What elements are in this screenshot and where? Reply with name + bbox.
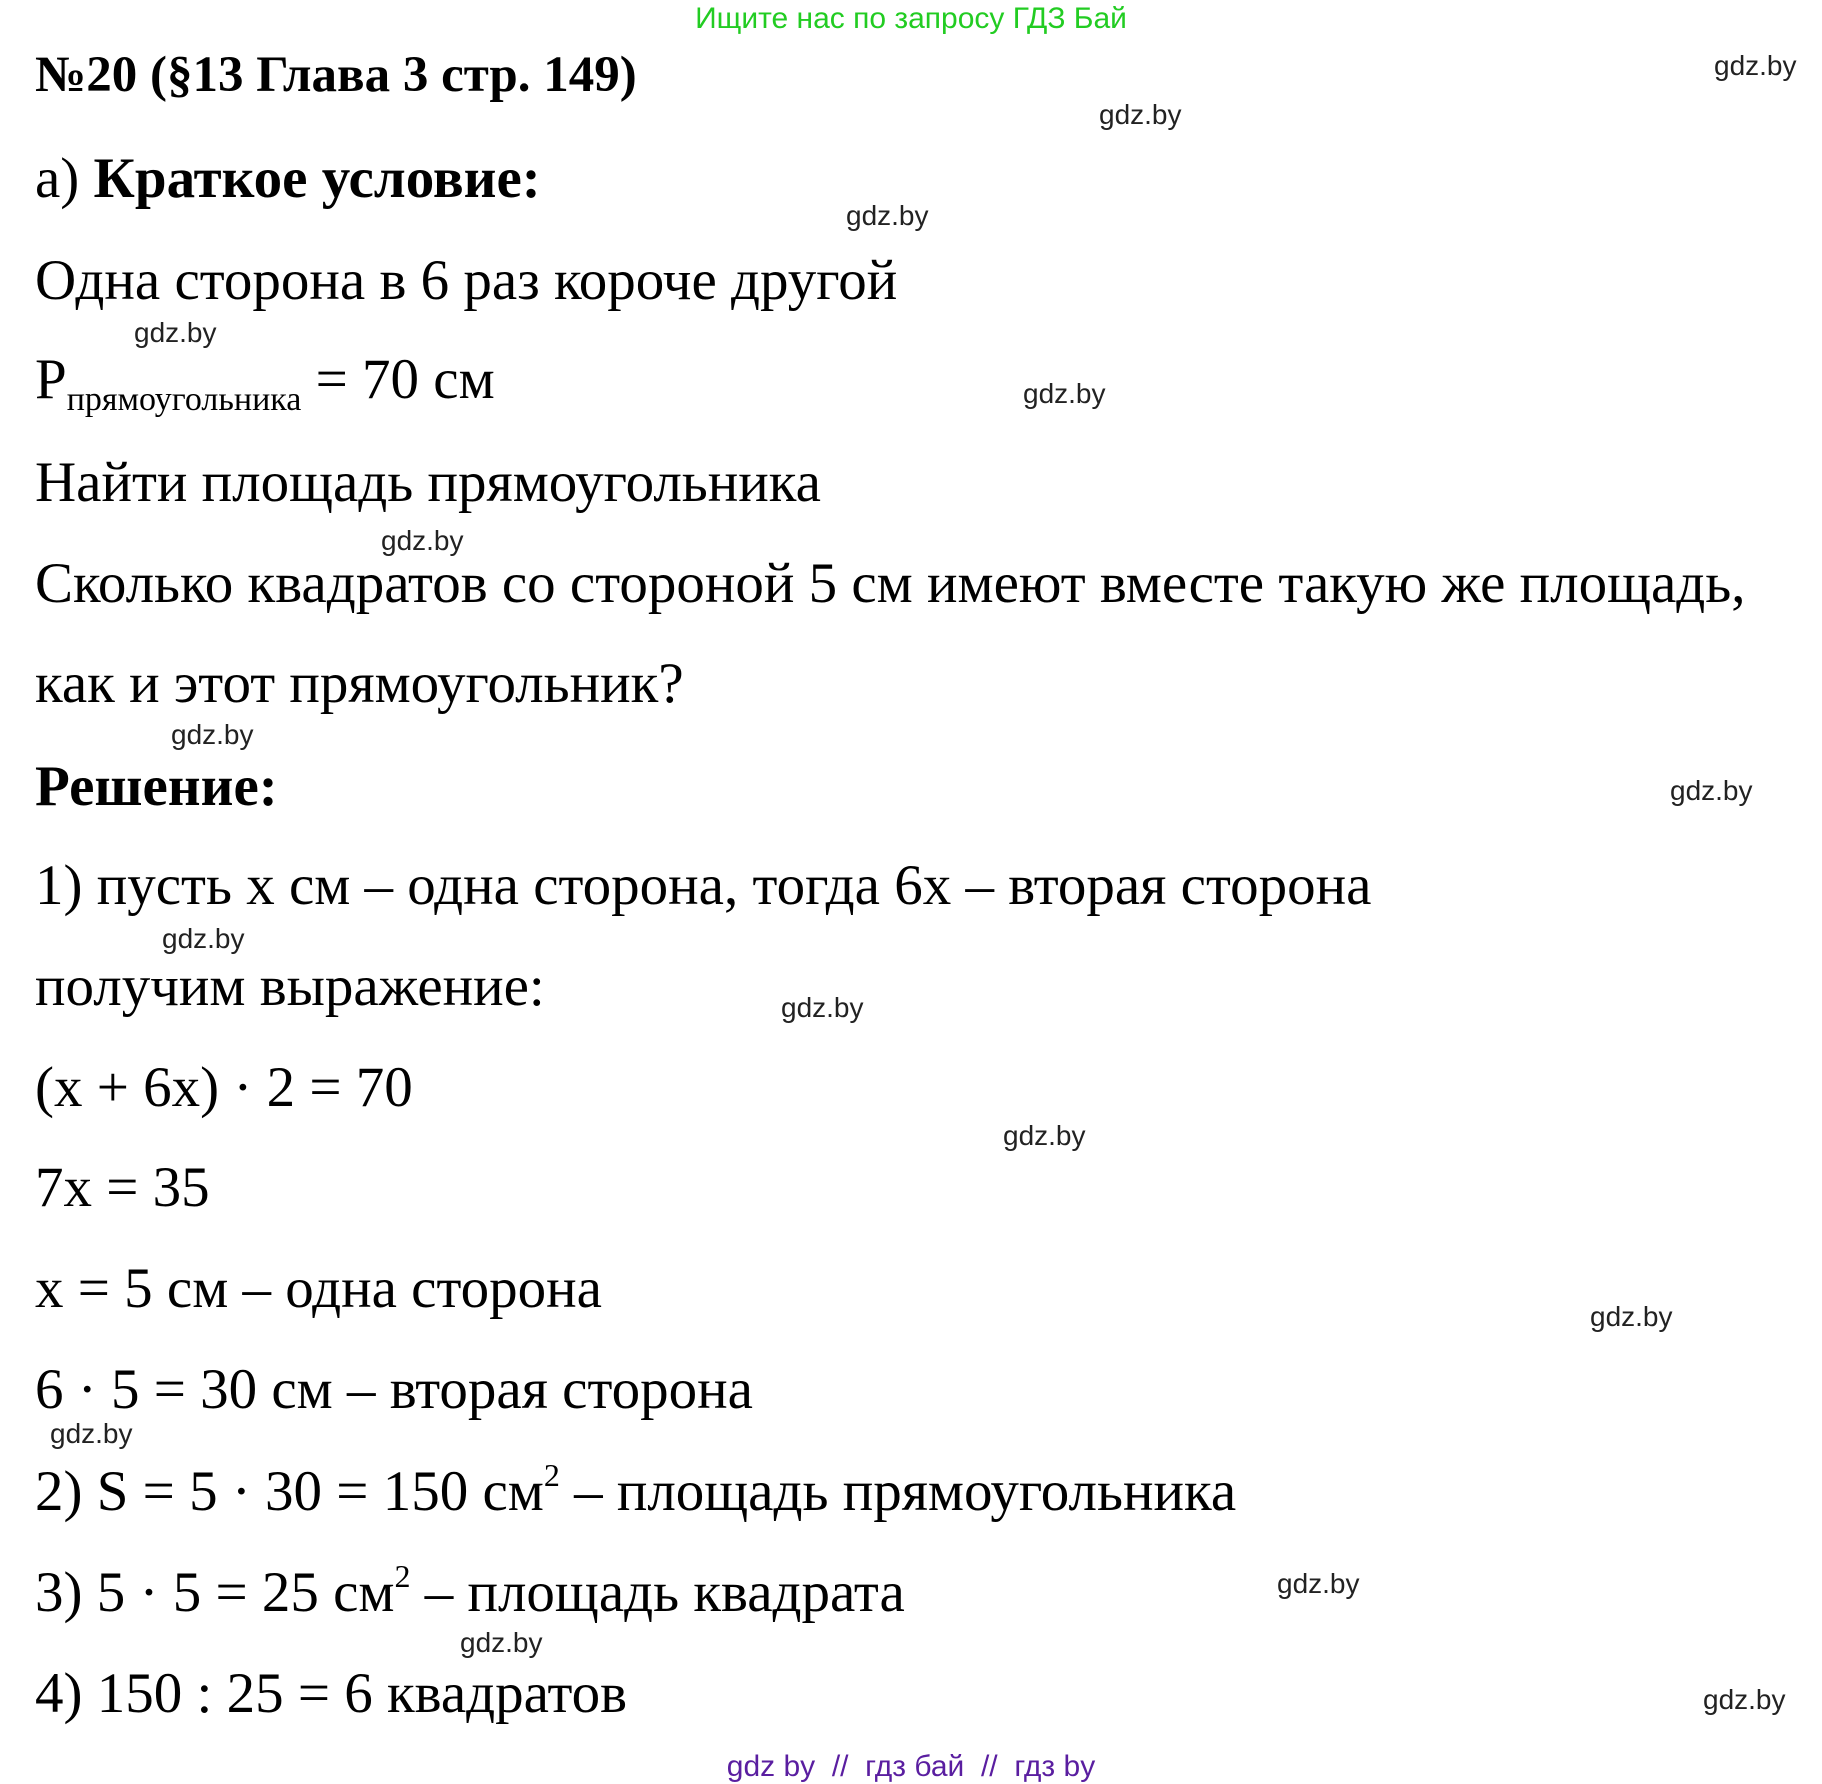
watermark: gdz.by (846, 200, 929, 231)
solution-heading: Решение: (35, 755, 278, 818)
solution-step-3 (35, 1558, 905, 1624)
step2-text-end: – площадь прямоугольника (559, 1460, 1237, 1523)
condition-title: Краткое условие: (93, 147, 541, 210)
watermark: gdz.by (1277, 1568, 1360, 1599)
page-title: №20 (§13 Глава 3 стр. 149) (35, 47, 637, 103)
watermark: gdz.by (1670, 775, 1753, 806)
watermark: gdz.by (1003, 1120, 1086, 1151)
solution-step-2 (35, 1457, 1237, 1523)
watermark: gdz.by (50, 1418, 133, 1449)
watermark: gdz.by (134, 317, 217, 348)
step3-text: 3) 5 · 5 = 25 см (35, 1561, 395, 1624)
equation-line: 6 · 5 = 30 см – вторая сторона (35, 1358, 753, 1421)
condition-prefix: а) (35, 147, 94, 210)
search-banner: Ищите нас по запросу ГДЗ Бай (695, 2, 1127, 35)
watermark: gdz.by (460, 1627, 543, 1658)
perimeter-value: = 70 см (301, 348, 495, 411)
condition-line: Сколько квадратов со стороной 5 см имеют вместе такую же площадь, (35, 552, 1746, 615)
step2-text: 2) S = 5 · 30 = 150 см (35, 1460, 544, 1523)
solution-line: получим выражение: (35, 955, 545, 1018)
watermark: gdz.by (1590, 1301, 1673, 1332)
solution-step-4: 4) 150 : 25 = 6 квадратов (35, 1662, 628, 1725)
equation-line: 7x = 35 (35, 1156, 210, 1219)
condition-line: как и этот прямоугольник? (35, 652, 684, 715)
watermark: gdz.by (1714, 50, 1797, 81)
condition-line: Найти площадь прямоугольника (35, 451, 821, 514)
perimeter-symbol: P (35, 348, 67, 411)
watermark: gdz.by (171, 719, 254, 750)
watermark: gdz.by (1703, 1684, 1786, 1715)
watermark: gdz.by (381, 525, 464, 556)
watermark: gdz.by (781, 992, 864, 1023)
watermark: gdz.by (1099, 99, 1182, 130)
step2-superscript: 2 (543, 1457, 560, 1493)
perimeter-subscript: прямоугольника (66, 381, 302, 418)
perimeter-line (35, 348, 495, 418)
equation-line: x = 5 см – одна сторона (35, 1257, 602, 1320)
step3-superscript: 2 (394, 1558, 411, 1594)
equation-line: (x + 6x) · 2 = 70 (35, 1056, 413, 1119)
solution-line: 1) пусть x см – одна сторона, тогда 6x – вторая сторона (35, 854, 1372, 917)
condition-heading (35, 147, 541, 210)
watermark: gdz.by (162, 923, 245, 954)
footer-links: gdz by // гдз бай // гдз by (726, 1750, 1096, 1783)
watermark: gdz.by (1023, 378, 1106, 409)
condition-line: Одна сторона в 6 раз короче другой (35, 249, 898, 312)
step3-text-end: – площадь квадрата (410, 1561, 905, 1624)
